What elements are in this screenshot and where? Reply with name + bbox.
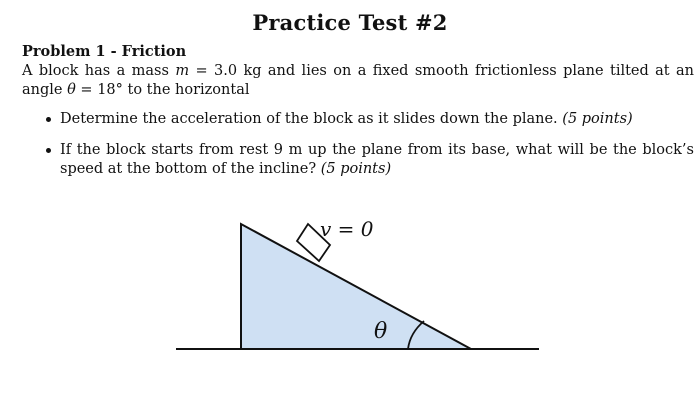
- question-points: (5 points): [562, 111, 633, 127]
- velocity-label: v = 0: [320, 217, 374, 241]
- angle-label: θ: [374, 319, 388, 344]
- mass-value: = 3.0 kg and lies on a fixed smooth frictionless plane tilted at an angle: [22, 63, 695, 98]
- question-text: Determine the acceleration of the block as it slides down the plane.: [60, 111, 563, 127]
- theta-value: = 18° to the horizontal: [75, 82, 250, 98]
- problem-heading: Problem 1 - Friction: [22, 43, 187, 60]
- question-points: (5 points): [320, 161, 392, 177]
- theta-symbol: θ: [67, 82, 76, 98]
- statement-text: A block has a mass: [22, 63, 176, 79]
- incline-plane: [241, 224, 471, 349]
- question-text: If the block starts from rest 9 m up the plane from its base, what will be the block’s speed at the bottom of the incline?: [60, 142, 694, 177]
- page-title: Practice Test #2: [252, 10, 448, 35]
- mass-symbol: m: [175, 63, 190, 79]
